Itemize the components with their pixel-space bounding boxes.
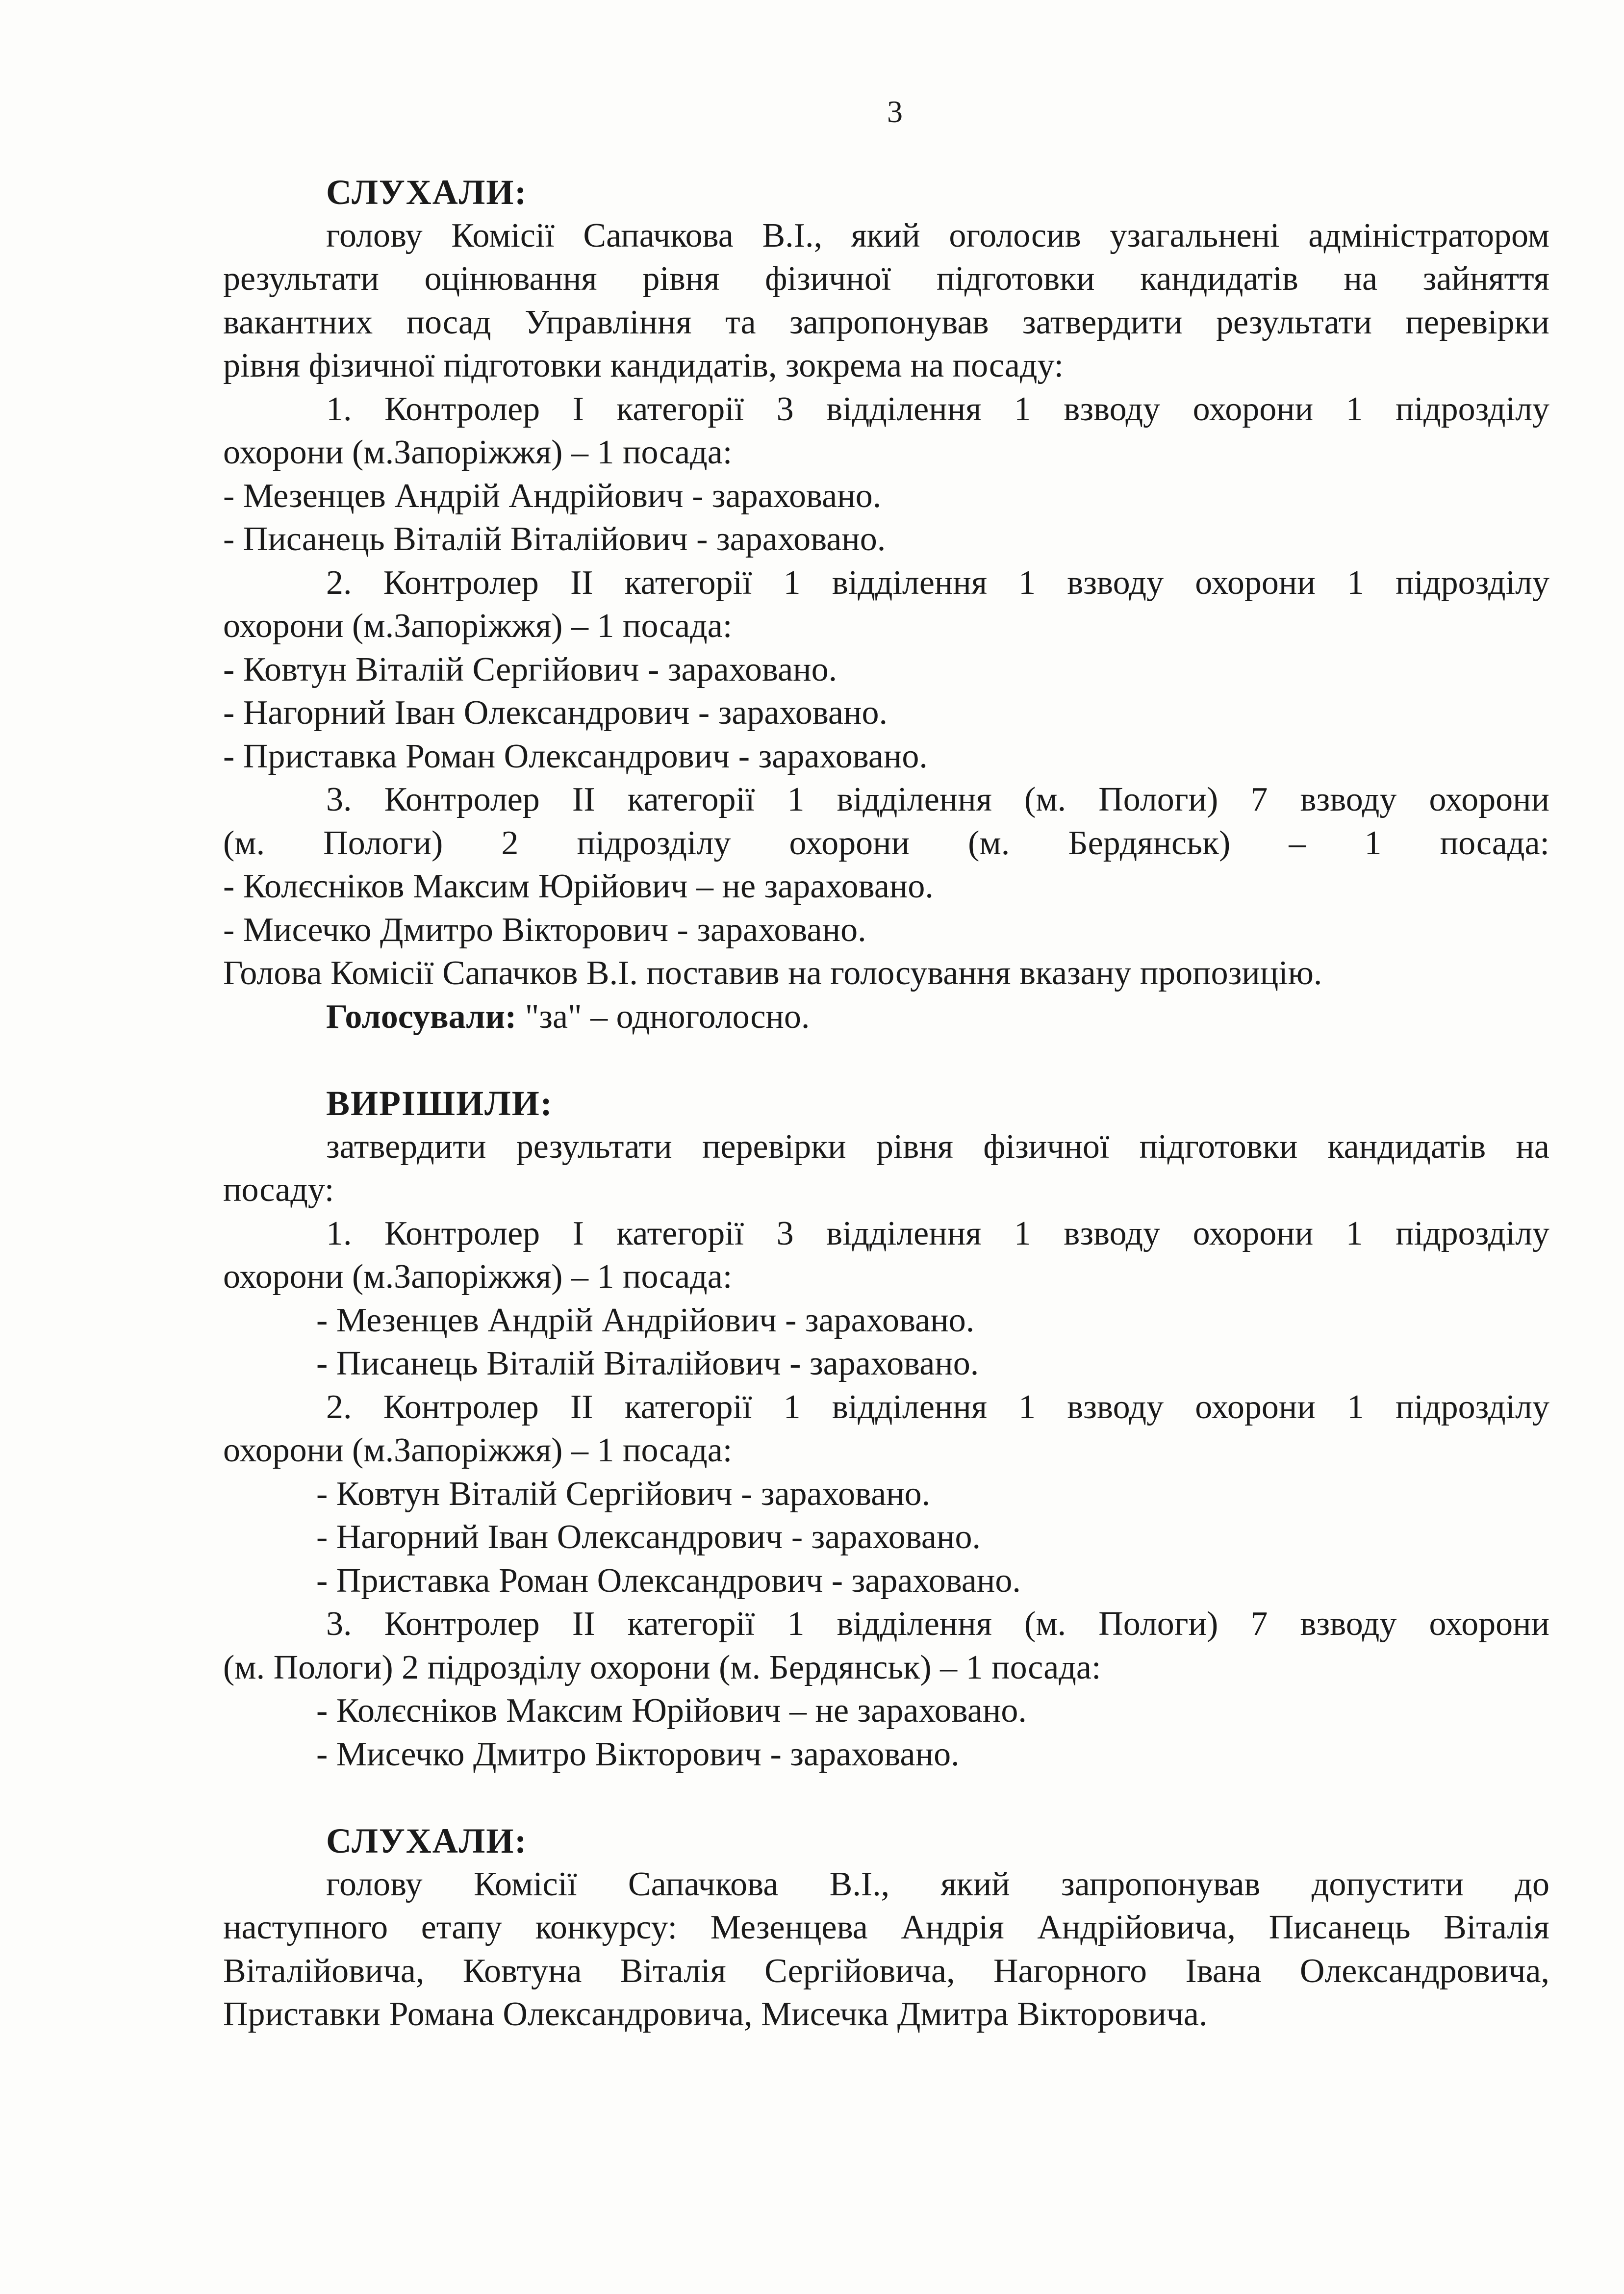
position-line: (м. Пологи) 2 підрозділу охорони (м. Бердянськ) – 1 посада: (223, 824, 1549, 862)
position-line: 1. Контролер І категорії 3 відділення 1 взводу охорони 1 підрозділу (326, 390, 1549, 428)
section-heading-heard: СЛУХАЛИ: (326, 173, 528, 212)
candidate-item: - Колєсніков Максим Юрійович – не зараховано. (223, 867, 934, 905)
position-line: охорони (м.Запоріжжя) – 1 посада: (223, 1258, 733, 1296)
position-line: 3. Контролер ІІ категорії 1 відділення (м. Пологи) 7 взводу охорони (326, 1605, 1549, 1643)
candidate-item: - Нагорний Іван Олександрович - зараховано. (223, 694, 888, 732)
text-line: результати оцінювання рівня фізичної підготовки кандидатів на зайняття (223, 260, 1549, 298)
candidate-item: - Мисечко Дмитро Вікторович - зараховано. (223, 911, 866, 949)
candidate-item: - Мезенцев Андрій Андрійович - зараховано. (223, 477, 882, 515)
document-body (223, 171, 1549, 2037)
text-line: Приставки Романа Олександровича, Мисечка Дмитра Вікторовича. (223, 1995, 1208, 2033)
candidate-item: - Приставка Роман Олександрович - зараховано. (223, 737, 928, 775)
position-line: 1. Контролер І категорії 3 відділення 1 взводу охорони 1 підрозділу (326, 1214, 1549, 1252)
position-line: охорони (м.Запоріжжя) – 1 посада: (223, 433, 733, 471)
position-line: 3. Контролер ІІ категорії 1 відділення (м. Пологи) 7 взводу охорони (326, 781, 1549, 818)
candidate-item: - Ковтун Віталій Сергійович - зараховано. (316, 1475, 931, 1513)
position-line: 2. Контролер ІІ категорії 1 відділення 1 взводу охорони 1 підрозділу (326, 563, 1549, 602)
candidate-item: - Приставка Роман Олександрович - зараховано. (316, 1561, 1021, 1600)
position-line: (м. Пологи) 2 підрозділу охорони (м. Бердянськ) – 1 посада: (223, 1648, 1101, 1686)
text-line: голову Комісії Сапачкова В.І., який запропонував допустити до (326, 1865, 1549, 1903)
vote-result: "за" – одноголосно. (516, 997, 810, 1036)
candidate-item: - Мезенцев Андрій Андрійович - зараховано. (316, 1301, 975, 1339)
text-line: затвердити результати перевірки рівня фізичної підготовки кандидатів на (326, 1127, 1549, 1166)
candidate-item: - Писанець Віталій Віталійович - зараховано. (223, 520, 886, 558)
text-line: посаду: (223, 1171, 334, 1209)
text-line: голову Комісії Сапачкова В.І., який оголосив узагальнені адміністратором (326, 216, 1549, 255)
section-gap (223, 1776, 1549, 1819)
position-line: 2. Контролер ІІ категорії 1 відділення 1 взводу охорони 1 підрозділу (326, 1388, 1549, 1426)
section-heading-heard: СЛУХАЛИ: (326, 1821, 528, 1861)
vote-proposal: Голова Комісії Сапачков В.І. поставив на голосування вказану пропозицію. (223, 954, 1322, 992)
section-gap (223, 1039, 1549, 1082)
candidate-item: - Ковтун Віталій Сергійович - зараховано. (223, 650, 837, 688)
candidate-item: - Нагорний Іван Олександрович - зараховано. (316, 1518, 981, 1556)
candidate-item: - Мисечко Дмитро Вікторович - зараховано. (316, 1735, 960, 1773)
position-line: охорони (м.Запоріжжя) – 1 посада: (223, 1431, 733, 1469)
section-heading-decided: ВИРІШИЛИ: (326, 1084, 553, 1123)
text-line: вакантних посад Управління та запропонував затвердити результати перевірки (223, 303, 1549, 341)
candidate-item: - Колєсніков Максим Юрійович – не зараховано. (316, 1692, 1027, 1730)
page-number: 3 (887, 94, 903, 129)
candidate-item: - Писанець Віталій Віталійович - зараховано. (316, 1345, 979, 1382)
text-line: наступного етапу конкурсу: Мезенцева Андрія Андрійовича, Писанець Віталія (223, 1909, 1549, 1946)
text-line: Віталійовича, Ковтуна Віталія Сергійовича, Нагорного Івана Олександровича, (223, 1952, 1549, 1990)
vote-label: Голосували: (326, 997, 517, 1036)
text-line: рівня фізичної підготовки кандидатів, зокрема на посаду: (223, 347, 1064, 384)
position-line: охорони (м.Запоріжжя) – 1 посада: (223, 607, 733, 645)
vote-line (223, 995, 1549, 1039)
